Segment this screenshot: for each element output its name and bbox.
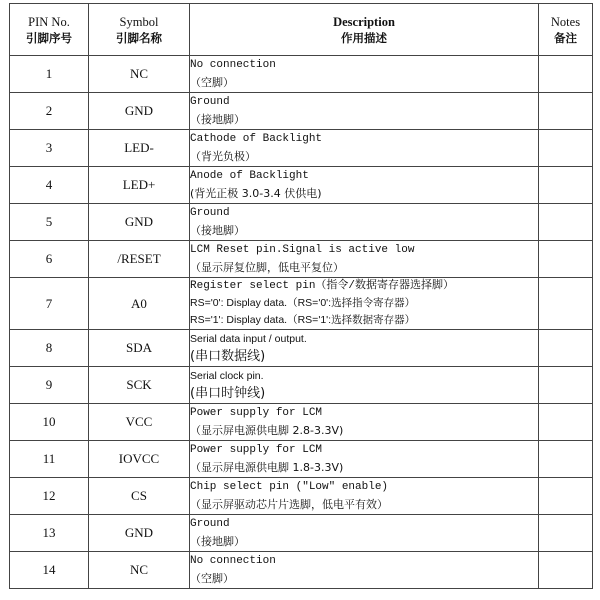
pin-symbol: CS (89, 478, 190, 515)
description-line-cn: (串口数据线) (190, 349, 266, 364)
description-line-en: Ground (190, 207, 230, 219)
table-row (10, 441, 593, 478)
pin-symbol: IOVCC (89, 441, 190, 478)
pin-number: 8 (10, 330, 89, 367)
pin-notes (539, 241, 593, 278)
table-row (10, 93, 593, 130)
pin-number: 3 (10, 130, 89, 167)
header-notes-en: Notes (550, 14, 581, 29)
pin-notes (539, 515, 593, 552)
pin-number: 6 (10, 241, 89, 278)
pin-symbol: SCK (89, 367, 190, 404)
pin-symbol: A0 (89, 278, 190, 330)
pin-notes (539, 404, 593, 441)
description-line-cn: （空脚） (190, 572, 234, 585)
description-line-cn: （接地脚） (190, 535, 245, 548)
header-symbol-cn: 引脚名称 (116, 30, 162, 45)
pin-symbol: GND (89, 93, 190, 130)
header-description-en: Description (333, 14, 395, 29)
table-row (10, 167, 593, 204)
table-row (10, 241, 593, 278)
pin-notes (539, 367, 593, 404)
table-row (10, 515, 593, 552)
description-line-en: Ground (190, 518, 230, 530)
pin-number: 12 (10, 478, 89, 515)
pin-notes (539, 204, 593, 241)
pin-number: 11 (10, 441, 89, 478)
pin-description (190, 478, 539, 515)
pin-number: 1 (10, 56, 89, 93)
description-line-cn: （显示屏复位脚，低电平复位） (190, 261, 344, 274)
header-pin-no-cn: 引脚序号 (26, 30, 72, 45)
description-line-rs1: RS='1': Display data.（RS='1':选择数据寄存器） (190, 314, 416, 326)
pin-notes (539, 167, 593, 204)
header-notes (539, 4, 593, 56)
pin-number: 9 (10, 367, 89, 404)
pin-symbol: VCC (89, 404, 190, 441)
header-pin-no-en: PIN No. (28, 14, 70, 29)
pin-symbol: LED+ (89, 167, 190, 204)
description-line-cn: （显示屏电源供电脚 2.8-3.3V) (190, 424, 344, 437)
description-line-en: No connection (190, 555, 276, 567)
pin-notes (539, 56, 593, 93)
header-symbol-en: Symbol (119, 14, 159, 29)
pin-description (190, 552, 539, 589)
pin-description (190, 56, 539, 93)
description-line-cn: （显示屏驱动芯片片选脚，低电平有效） (190, 498, 388, 511)
header-description-cn: 作用描述 (341, 30, 387, 45)
description-line-en: Anode of Backlight (190, 170, 309, 182)
description-line-en: LCM Reset pin.Signal is active low (190, 244, 415, 256)
description-line-en: No connection (190, 59, 276, 71)
pin-description (190, 167, 539, 204)
table-row (10, 552, 593, 589)
table-row (10, 56, 593, 93)
pin-notes (539, 441, 593, 478)
header-pin-no (10, 4, 89, 56)
pin-description (190, 278, 539, 330)
description-line-cn: (背光正极 3.0-3.4 伏供电) (190, 187, 322, 200)
pin-number: 5 (10, 204, 89, 241)
pin-description (190, 515, 539, 552)
description-line-en: Chip select pin ("Low" enable) (190, 481, 389, 493)
table-row (10, 404, 593, 441)
table-row (10, 367, 593, 404)
pin-description (190, 93, 539, 130)
description-line-cn: （接地脚） (190, 113, 245, 126)
pin-symbol: LED- (89, 130, 190, 167)
description-line-en: Serial clock pin. (190, 370, 264, 382)
description-line-cn: （显示屏电源供电脚 1.8-3.3V) (190, 461, 344, 474)
pin-description (190, 204, 539, 241)
description-line-cn: （空脚） (190, 76, 234, 89)
pin-number: 14 (10, 552, 89, 589)
description-line-en: Power supply for LCM (190, 407, 323, 419)
description-line-cn: （接地脚） (190, 224, 245, 237)
pin-symbol: /RESET (89, 241, 190, 278)
header-description (190, 4, 539, 56)
table-row (10, 330, 593, 367)
pin-symbol: GND (89, 515, 190, 552)
description-line-en: Power supply for LCM (190, 444, 323, 456)
pin-notes (539, 330, 593, 367)
pin-definition-table (9, 3, 593, 589)
table-header-row (10, 4, 593, 56)
pin-number: 7 (10, 278, 89, 330)
pin-notes (539, 552, 593, 589)
description-line-cn: (串口时钟线) (190, 386, 266, 401)
description-line-rs0: RS='0': Display data.（RS='0':选择指令寄存器） (190, 297, 416, 309)
pin-symbol: SDA (89, 330, 190, 367)
pin-symbol: GND (89, 204, 190, 241)
description-line-en: Cathode of Backlight (190, 133, 323, 145)
pin-number: 2 (10, 93, 89, 130)
pin-description (190, 130, 539, 167)
pin-description (190, 367, 539, 404)
pin-notes (539, 278, 593, 330)
description-line-cn: （背光负极） (190, 150, 256, 163)
table-row (10, 478, 593, 515)
description-line-en: Ground (190, 96, 230, 108)
table-row (10, 130, 593, 167)
pin-description (190, 330, 539, 367)
pin-description (190, 404, 539, 441)
description-line-en: Register select pin（指令/数据寄存器选择脚） (190, 280, 455, 292)
pin-description (190, 441, 539, 478)
description-line-en: Serial data input / output. (190, 333, 307, 345)
table-row (10, 278, 593, 330)
header-symbol (89, 4, 190, 56)
header-notes-cn: 备注 (554, 30, 577, 45)
pin-notes (539, 93, 593, 130)
pin-number: 10 (10, 404, 89, 441)
pin-notes (539, 478, 593, 515)
pin-number: 4 (10, 167, 89, 204)
pin-number: 13 (10, 515, 89, 552)
pin-symbol: NC (89, 56, 190, 93)
table-row (10, 204, 593, 241)
pin-notes (539, 130, 593, 167)
pin-description (190, 241, 539, 278)
pin-symbol: NC (89, 552, 190, 589)
